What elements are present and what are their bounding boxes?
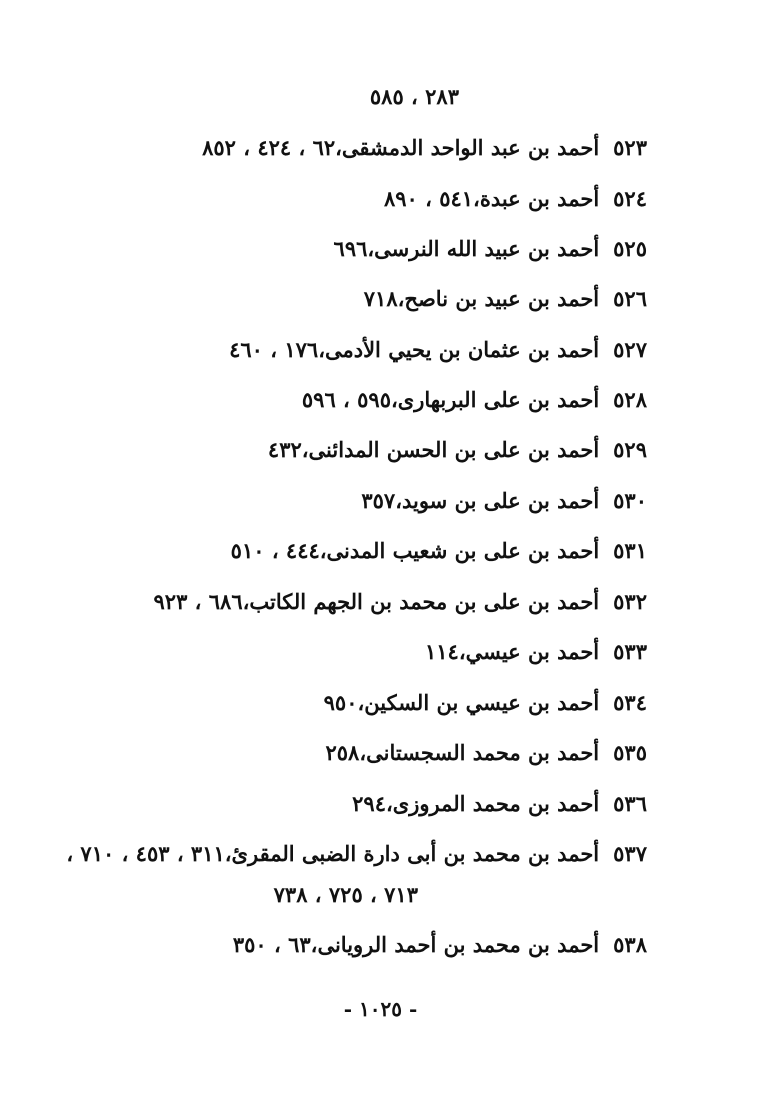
entry-number: ٥٣٠ xyxy=(613,488,647,513)
entry-number: ٥٣٨ xyxy=(613,932,647,957)
entry-name: أحمد بن على البربهارى، xyxy=(390,387,600,412)
entry-pages: ٤٣٢ xyxy=(267,437,302,462)
entry-pages: ٢٩٤ xyxy=(352,791,386,816)
entry-number: ٥٣٤ xyxy=(613,690,647,715)
entry-name: أحمد بن عبيد الله النرسى، xyxy=(367,236,600,261)
entry-name: أحمد بن على بن شعيب المدنى، xyxy=(319,538,600,563)
index-entry xyxy=(384,184,647,214)
entry-number: ٥٢٤ xyxy=(613,186,647,211)
index-entry-continuation xyxy=(274,880,418,910)
index-entry xyxy=(229,335,647,365)
entry-number: ٥٢٥ xyxy=(613,236,647,261)
index-entry xyxy=(334,234,647,264)
entry-pages: ٣٥٧ xyxy=(361,488,396,513)
entry-pages: ٥٤١ ، ٨٩٠ xyxy=(383,186,474,211)
entry-name: أحمد بن عبد الواحد الدمشقى، xyxy=(335,135,600,160)
entry-pages: ٦٢ ، ٤٢٤ ، ٨٥٢ xyxy=(202,135,336,160)
entry-name: أحمد بن عيسي، xyxy=(458,639,600,664)
entry-number: ٥٢٣ xyxy=(613,135,647,160)
entry-name: أحمد بن على بن محمد بن الجهم الكاتب، xyxy=(242,589,600,614)
entry-name: أحمد بن محمد السجستانى، xyxy=(359,740,600,765)
page-number: - ١٠٢٥ - xyxy=(343,997,418,1021)
index-entry xyxy=(66,839,647,869)
entry-number: ٥٣٣ xyxy=(613,639,647,664)
index-entry xyxy=(425,637,647,667)
index-entry xyxy=(325,738,647,768)
entry-pages: ٢٥٨ xyxy=(325,740,360,765)
index-entry xyxy=(202,133,647,163)
index-entry xyxy=(233,930,647,960)
continuation-pages: ٢٨٣ ، ٥٨٥ xyxy=(369,84,459,109)
entry-number: ٥٢٧ xyxy=(613,337,647,362)
entry-number: ٥٢٦ xyxy=(613,286,647,311)
entry-pages: ٦٣ ، ٣٥٠ xyxy=(232,932,311,957)
entry-pages: ٥٩٥ ، ٥٩٦ xyxy=(301,387,391,412)
entry-name: أحمد بن محمد بن أبى دارة الضبى المقرئ، xyxy=(224,841,600,866)
index-entry xyxy=(361,486,647,516)
entry-pages: ٩٥٠ xyxy=(323,690,358,715)
entry-pages: ٤٤٤ ، ٥١٠ xyxy=(230,538,320,563)
entry-pages: ٧١٣ ، ٧٢٥ ، ٧٣٨ xyxy=(273,882,418,907)
entry-name: أحمد بن محمد المروزى، xyxy=(385,791,600,816)
index-entry xyxy=(231,536,647,566)
index-entry xyxy=(268,435,647,465)
index-entry xyxy=(324,688,647,718)
entry-pages: ٦٨٦ ، ٩٢٣ xyxy=(153,589,243,614)
index-entry xyxy=(154,587,647,617)
entry-name: أحمد بن على بن سويد، xyxy=(395,488,600,513)
entry-number: ٥٣٥ xyxy=(613,740,647,765)
index-entry xyxy=(302,385,647,415)
entry-number: ٥٢٨ xyxy=(613,387,647,412)
entry-name: أحمد بن محمد بن أحمد الرويانى، xyxy=(310,932,600,957)
entry-pages: ٦٩٦ xyxy=(333,236,368,261)
entry-number: ٥٣٧ xyxy=(613,841,647,866)
entry-number: ٥٣٢ xyxy=(613,589,647,614)
index-entry xyxy=(352,789,647,819)
entry-name: أحمد بن عثمان بن يحيي الأدمى، xyxy=(318,337,600,362)
entry-number: ٥٢٩ xyxy=(613,437,647,462)
entry-name: أحمد بن عبدة، xyxy=(473,186,600,211)
entry-number: ٥٣٦ xyxy=(613,791,647,816)
entry-pages: ١٧٦ ، ٤٦٠ xyxy=(229,337,319,362)
entry-name: أحمد بن عيسي بن السكين، xyxy=(357,690,600,715)
index-entry xyxy=(364,284,647,314)
entry-pages: ٧١٨ xyxy=(363,286,398,311)
entry-number: ٥٣١ xyxy=(613,538,647,563)
entry-name: أحمد بن على بن الحسن المدائنى، xyxy=(301,437,600,462)
entry-pages: ٣١١ ، ٤٥٣ ، ٧١٠ ، xyxy=(66,841,225,866)
entry-pages: ١١٤ xyxy=(424,639,459,664)
entry-name: أحمد بن عبيد بن ناصح، xyxy=(397,286,600,311)
